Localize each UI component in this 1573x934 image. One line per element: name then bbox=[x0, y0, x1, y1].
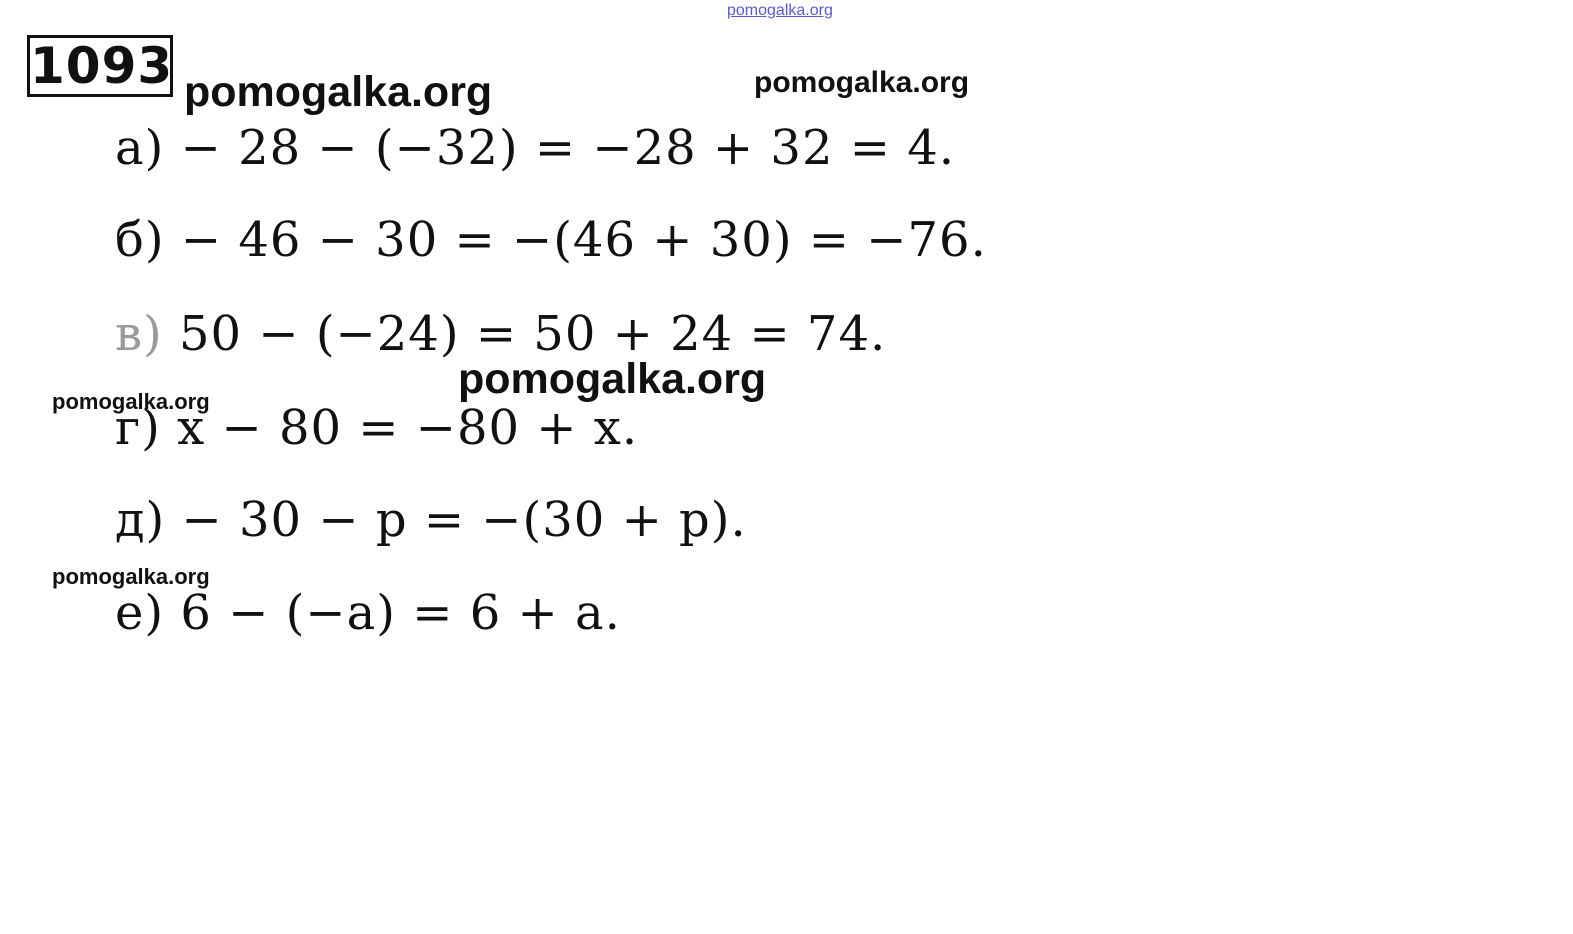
solution-label: д) bbox=[115, 492, 166, 548]
solution-b bbox=[115, 212, 987, 268]
solution-label: а) bbox=[115, 120, 165, 176]
solution-label: г) bbox=[115, 400, 161, 456]
solution-expression: − 28 − (−32) = −28 + 32 = 4. bbox=[164, 120, 956, 176]
watermark-small: pomogalka.org bbox=[52, 389, 210, 414]
solution-g bbox=[115, 400, 638, 456]
watermark-top: pomogalka.org bbox=[727, 2, 833, 19]
solution-label: в) bbox=[115, 306, 163, 362]
solution-v bbox=[115, 306, 886, 362]
watermark-large: pomogalka.org bbox=[184, 68, 493, 116]
solution-label: е) bbox=[115, 585, 165, 641]
solution-label: б) bbox=[115, 212, 165, 268]
problem-number: 1093 bbox=[27, 35, 173, 97]
watermark-medium: pomogalka.org bbox=[754, 66, 970, 99]
solution-d bbox=[115, 492, 747, 548]
solution-expression: − 46 − 30 = −(46 + 30) = −76. bbox=[164, 212, 987, 268]
solution-e bbox=[115, 585, 621, 641]
solution-expression: 6 − (−a) = 6 + a. bbox=[164, 585, 621, 641]
watermark-small: pomogalka.org bbox=[52, 564, 210, 589]
solution-expression: − 30 − p = −(30 + p). bbox=[165, 492, 747, 548]
solution-expression: 50 − (−24) = 50 + 24 = 74. bbox=[162, 306, 887, 362]
solution-expression: x − 80 = −80 + x. bbox=[160, 400, 639, 456]
watermark-large: pomogalka.org bbox=[458, 355, 767, 403]
solution-a bbox=[115, 120, 955, 176]
